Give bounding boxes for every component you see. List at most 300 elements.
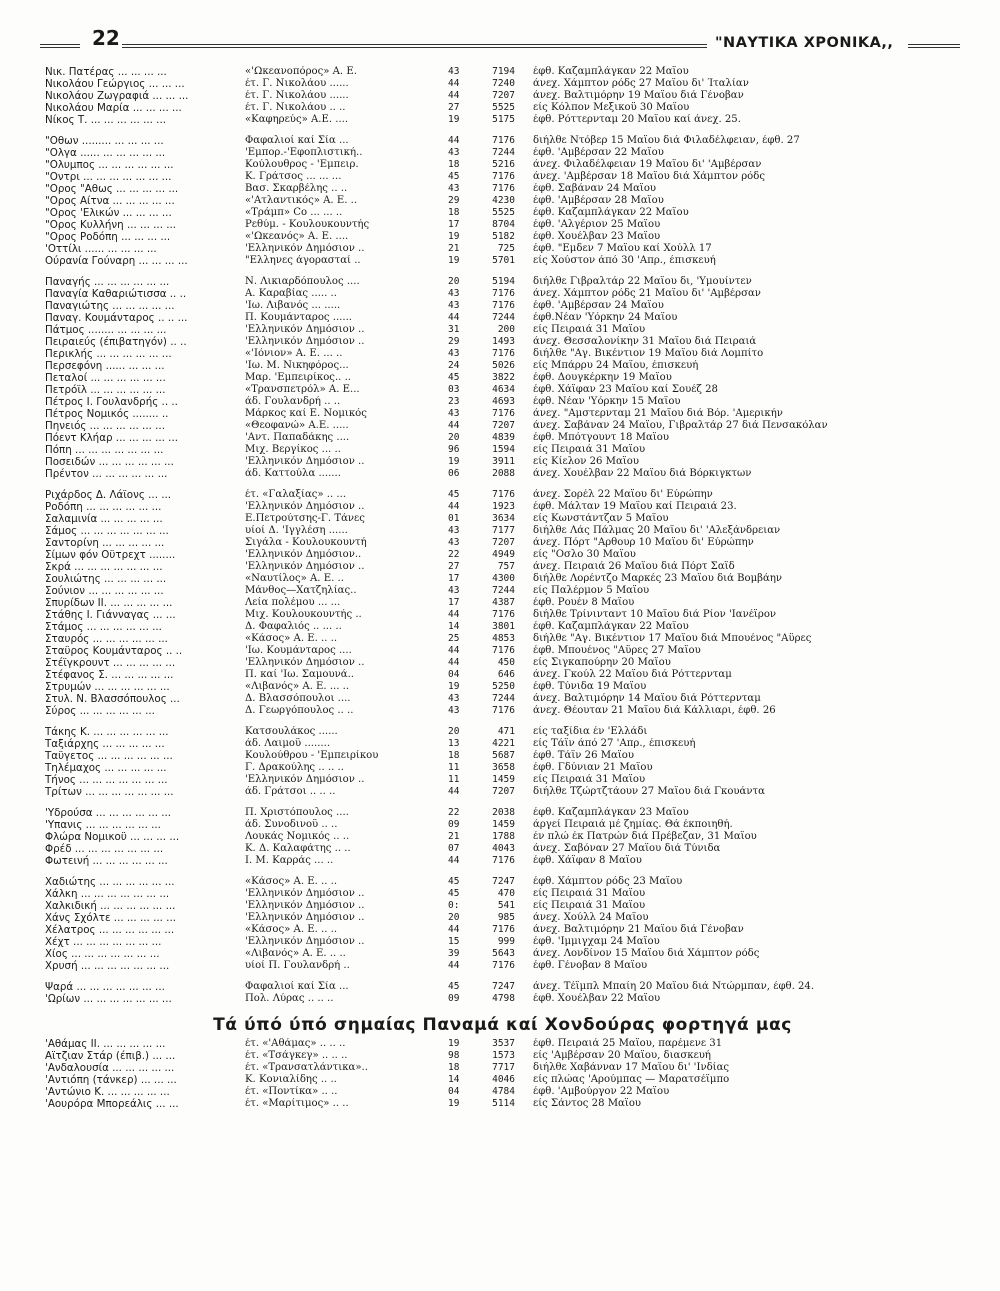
- ship-name: 'Υδρούσα ... ... ... ... ... ...: [45, 807, 172, 819]
- owner-agent: υίοί Δ. 'Ιγγλέση ......: [245, 525, 348, 536]
- build-year: 21: [448, 831, 460, 842]
- gross-tonnage: 7244: [492, 585, 515, 596]
- ship-row: [45, 276, 960, 288]
- ship-position: είς Χούστον άπό 30 'Απρ., έπισκευή: [533, 255, 716, 266]
- owner-agent: Κ. Δ. Καλαφάτης .. ..: [245, 843, 351, 854]
- ship-position: άνεχ. Χούλλ 24 Μαΐου: [533, 912, 649, 923]
- ship-position: είς Πειραιά 31 Μαΐου: [533, 888, 646, 899]
- ship-row: [45, 633, 960, 645]
- ship-row: [45, 348, 960, 360]
- owner-agent: 'Ιω. Λιβανός ... .....: [245, 300, 341, 311]
- owner-agent: έτ. Γ. Νικολάου ......: [245, 90, 349, 101]
- ship-position: έφθ. Πειραιά 25 Μαΐου, παρέμενε 31: [533, 1038, 723, 1049]
- ship-name: Πηνειός ... ... ... ... ... ...: [45, 420, 165, 432]
- build-year: 04: [448, 669, 460, 680]
- owner-agent: 'Ελληνικόν Δημόσιον ..: [245, 912, 365, 923]
- ship-name: 'Αντιόπη (τάνκερ) ... ... ...: [45, 1074, 177, 1086]
- ship-row: [45, 738, 960, 750]
- ship-name: Στάθης Ι. Γιάνναγας ... ...: [45, 609, 176, 621]
- ship-name: Στυλ. Ν. Βλασσόπουλος ...: [45, 693, 180, 705]
- build-year: 45: [448, 489, 460, 500]
- ship-row: [45, 549, 960, 561]
- ship-position: άργεί Πειραιά μέ ζημίας. Θά έκποιηθή.: [533, 819, 733, 830]
- build-year: 44: [448, 501, 460, 512]
- ship-row: [45, 597, 960, 609]
- ship-row: [45, 336, 960, 348]
- owner-agent: Φαφαλιοί καί Σία ...: [245, 981, 349, 992]
- ship-position: έφθ. Δουγκέρκην 19 Μαΐου: [533, 372, 672, 383]
- owner-agent: έτ. «Μαρίτιμος» .. ..: [245, 1098, 349, 1109]
- ship-row: [45, 726, 960, 738]
- owner-agent: Βασ. Σκαρβέλης .. ..: [245, 183, 348, 194]
- ship-row: [45, 114, 960, 126]
- owner-agent: «Ναυτίλος» Α. Ε. ..: [245, 573, 344, 584]
- gross-tonnage: 7207: [492, 786, 515, 797]
- ship-position: άνεχ. Πόρτ "Αρθουρ 10 Μαΐου δι' Εύρώπην: [533, 537, 754, 548]
- ship-row: [45, 585, 960, 597]
- ship-name: Σταϋρος Κουμάνταρος .. ..: [45, 645, 183, 657]
- build-year: 18: [448, 207, 460, 218]
- owner-agent: Δ. Βλασσόπουλοι ....: [245, 693, 351, 704]
- ship-row: [45, 981, 960, 993]
- owner-agent: Α. Καραβίας ..... ..: [245, 288, 337, 299]
- owner-agent: Μιχ. Βεργίκος ... ..: [245, 444, 341, 455]
- build-year: 44: [448, 135, 460, 146]
- owner-agent: «Λιβανός» Α. Ε. ... ..: [245, 681, 350, 692]
- owner-agent: Κούλουθρος - 'Εμπειρ.: [245, 159, 359, 170]
- ship-row: [45, 147, 960, 159]
- ship-position: έφθ. Νέαν 'Υόρκην 15 Μαΐου: [533, 396, 681, 407]
- ship-name: Ψαρά ... ... ... ... ... ... ...: [45, 981, 165, 993]
- build-year: 14: [448, 621, 460, 632]
- ship-row: [45, 774, 960, 786]
- panama-honduras-ship-group: [45, 1038, 960, 1110]
- owner-agent: «Θεοφανώ» Α.Ε. .....: [245, 420, 349, 431]
- build-year: 19: [448, 114, 460, 125]
- owner-agent: Μιχ. Κουλουκουντής ..: [245, 609, 362, 620]
- ship-name: Παναγ. Κουμάνταρος .. .. ...: [45, 312, 188, 324]
- ship-name: Ριχάρδος Δ. Λάϊονς ... ...: [45, 489, 172, 501]
- ship-row: [45, 924, 960, 936]
- owner-agent: «'Ωκεανοπόρος» Α. Ε.: [245, 66, 357, 77]
- build-year: 20: [448, 276, 460, 287]
- gross-tonnage: 3911: [492, 456, 515, 467]
- ship-name: Χαδιώτης ... ... ... ... ... ...: [45, 876, 175, 888]
- ship-position: άνεχ. Σορέλ 22 Μαΐου δι' Εύρώπην: [533, 489, 713, 500]
- ship-position: έφθ. Καζαμπλάγκαν 22 Μαΐου: [533, 207, 689, 218]
- build-year: 11: [448, 762, 460, 773]
- ship-row: [45, 1098, 960, 1110]
- ship-position: είς Σιγκαπούρην 20 Μαΐου: [533, 657, 671, 668]
- ship-row: [45, 693, 960, 705]
- ship-name: Περσεφόνη ...... ... ... ...: [45, 360, 165, 372]
- ship-position: είς ταξίδια έν 'Ελλάδι: [533, 726, 648, 737]
- build-year: 15: [448, 936, 460, 947]
- owner-agent: 'Ελληνικόν Δημόσιον ..: [245, 774, 365, 785]
- owner-agent: 'Ιω. Κουμάνταρος ....: [245, 645, 352, 656]
- ship-position: έφθ. Μπουένος "Αϋρες 27 Μαΐου: [533, 645, 701, 656]
- ship-row: [45, 444, 960, 456]
- ship-position: είς Κόλπον Μεξικοϋ 30 Μαΐου: [533, 102, 690, 113]
- ship-position: έφθ. Χάϊφαν 8 Μαΐου: [533, 855, 642, 866]
- ship-position: έφθ.Νέαν 'Υόρκην 24 Μαΐου: [533, 312, 678, 323]
- ship-name: Πέτρος Νομικός ........ ..: [45, 408, 169, 420]
- ship-row: [45, 513, 960, 525]
- ship-row: [45, 78, 960, 90]
- ship-row: [45, 420, 960, 432]
- owner-agent: Κουλούθρου - 'Εμπειρίκου: [245, 750, 379, 761]
- build-year: 25: [448, 633, 460, 644]
- ship-name: Σούνιον ... ... ... ... ... ...: [45, 585, 164, 597]
- gross-tonnage: 7244: [492, 147, 515, 158]
- build-year: 19: [448, 231, 460, 242]
- ship-row: [45, 231, 960, 243]
- ship-position: έφθ. Χάϊφαν 23 Μαΐου καί Σουέζ 28: [533, 384, 718, 395]
- owner-agent: άδ. Λαιμοϋ ........: [245, 738, 331, 749]
- owner-agent: Φαφαλιοί καί Σία ...: [245, 135, 349, 146]
- ship-row: [45, 288, 960, 300]
- ship-row: [45, 831, 960, 843]
- ship-position: άνεχ. Χάμπτον ρόδς 27 Μαΐου δι' Ίταλίαν: [533, 78, 749, 89]
- ship-position: άνεχ. 'Αμβέρσαν 18 Μαΐου διά Χάμπτον ρόδς: [533, 171, 765, 182]
- gross-tonnage: 7176: [492, 705, 515, 716]
- ship-position: άνεχ. Χουέλβαν 22 Μαΐου διά Βόρκιγκτων: [533, 468, 752, 479]
- owner-agent: 'Ελληνικόν Δημόσιον ..: [245, 324, 365, 335]
- ship-name: "Ορος Ροδόπη ... ... ... ...: [45, 231, 171, 243]
- ship-position: έφθ. 'Ιμμιγχαμ 24 Μαΐου: [533, 936, 660, 947]
- gross-tonnage: 2088: [492, 468, 515, 479]
- owner-agent: Π. Κουμάνταρος ......: [245, 312, 353, 323]
- gross-tonnage: 7176: [492, 960, 515, 971]
- gross-tonnage: 7207: [492, 90, 515, 101]
- owner-agent: 'Αντ. Παπαδάκης ....: [245, 432, 350, 443]
- ship-position-list: [45, 66, 960, 1119]
- build-year: 18: [448, 159, 460, 170]
- ship-position: διήλθε Τζώρτζτάουν 27 Μαΐου διά Γκουάντα: [533, 786, 765, 797]
- gross-tonnage: 4784: [492, 1086, 515, 1097]
- gross-tonnage: 725: [497, 243, 515, 254]
- build-year: 18: [448, 1062, 460, 1073]
- ship-name: Ούρανία Γούναρη ... ... ... ...: [45, 255, 188, 267]
- build-year: 09: [448, 819, 460, 830]
- owner-agent: 'Ελληνικόν Δημόσιον ..: [245, 243, 365, 254]
- ship-group: [45, 66, 960, 126]
- build-year: 44: [448, 960, 460, 971]
- owner-agent: Σιγάλα - Κουλουκουντή: [245, 537, 367, 548]
- owner-agent: «Καφηρεύς» Α.Ε. ....: [245, 114, 349, 125]
- build-year: 44: [448, 855, 460, 866]
- ship-name: 'Οττίλι ...... ... ... ... ...: [45, 243, 157, 255]
- gross-tonnage: 7176: [492, 855, 515, 866]
- ship-position: άνεχ. Θέουταν 21 Μαΐου διά Κάλλιαρι, έφθ. 26: [533, 705, 776, 716]
- ship-position: άνεχ. Λονδίνον 15 Μαΐου διά Χάμπτον ρόδς: [533, 948, 760, 959]
- ship-row: [45, 135, 960, 147]
- ship-name: Ποσειδών ... ... ... ... ... ...: [45, 456, 174, 468]
- build-year: 13: [448, 738, 460, 749]
- ship-name: Πόπη ... ... ... ... ... ... ...: [45, 444, 164, 456]
- ship-name: Τρίτων ... ... ... ... ... ... ...: [45, 786, 174, 798]
- owner-agent: έτ. «Τσάγκεγ» .. .. ..: [245, 1050, 348, 1061]
- ship-position: είς Πειραιά 31 Μαΐου: [533, 324, 646, 335]
- ship-row: [45, 573, 960, 585]
- owner-agent: 'Ιω. Μ. Νικηφόρος...: [245, 360, 349, 371]
- gross-tonnage: 7244: [492, 693, 515, 704]
- owner-agent: 'Ελληνικόν Δημόσιον ..: [245, 936, 365, 947]
- gross-tonnage: 4221: [492, 738, 515, 749]
- owner-agent: «Κάσος» Α. Ε. .. ..: [245, 633, 338, 644]
- ship-name: Στέφανος Σ. ... ... ... ... ...: [45, 669, 174, 681]
- build-year: 21: [448, 243, 460, 254]
- gross-tonnage: 3801: [492, 621, 515, 632]
- build-year: 17: [448, 219, 460, 230]
- ship-position: έφθ. Χουέλβαν 22 Μαΐου: [533, 993, 661, 1004]
- panama-honduras-section-title: Τά ύπό ύπό σημαίας Παναμά καί Χονδούρας φορτηγά μας: [213, 1015, 792, 1035]
- gross-tonnage: 646: [497, 669, 515, 680]
- ship-row: [45, 243, 960, 255]
- owner-agent: Ρεθύμ. - Κουλουκουντής: [245, 219, 370, 230]
- owner-agent: Ν. Λικιαρδόπουλος ....: [245, 276, 360, 287]
- build-year: 14: [448, 1074, 460, 1085]
- ship-row: [45, 195, 960, 207]
- gross-tonnage: 1459: [492, 774, 515, 785]
- ship-position: έφθ. Γδύνιαν 21 Μαΐου: [533, 762, 653, 773]
- ship-name: "Ορος "Αθως ... ... ... ... ...: [45, 183, 179, 195]
- owner-agent: Λουκάς Νομικός .. ..: [245, 831, 350, 842]
- ship-name: Χρυσή ... ... ... ... ... ... ...: [45, 960, 170, 972]
- gross-tonnage: 7176: [492, 408, 515, 419]
- owner-agent: Δ. Φαφαλιός .. ... ..: [245, 621, 342, 632]
- owner-agent: «Τράμπ» Co ... ... ..: [245, 207, 343, 218]
- ship-row: [45, 960, 960, 972]
- ship-position: άνεχ. Φιλαδέλφειαν 19 Μαΐου δι' 'Αμβέρσαν: [533, 159, 762, 170]
- owner-agent: άδ. Συνοδινοϋ .. ..: [245, 819, 338, 830]
- ship-position: έφθ. 'Αμβέρσαν 24 Μαΐου: [533, 300, 664, 311]
- build-year: 44: [448, 657, 460, 668]
- build-year: 45: [448, 981, 460, 992]
- owner-agent: «'Ωκεανός» Α. Ε. ....: [245, 231, 349, 242]
- gross-tonnage: 5643: [492, 948, 515, 959]
- ship-position: έφθ. 'Αλγέριον 25 Μαΐου: [533, 219, 661, 230]
- ship-group: [45, 135, 960, 267]
- build-year: 0:: [448, 900, 460, 911]
- build-year: 43: [448, 525, 460, 536]
- owner-agent: 'Ελληνικόν Δημόσιον ..: [245, 336, 365, 347]
- ship-name: Τήνος ... ... ... ... ... ... ...: [45, 774, 168, 786]
- ship-position: είς "Οσλο 30 Μαΐου: [533, 549, 636, 560]
- ship-name: "Οντρι ... ... ... ... ... ... ...: [45, 171, 172, 183]
- ship-row: [45, 525, 960, 537]
- gross-tonnage: 2038: [492, 807, 515, 818]
- gross-tonnage: 7207: [492, 537, 515, 548]
- build-year: 44: [448, 786, 460, 797]
- ship-position: άνεχ. Γκούλ 22 Μαΐου διά Ρόττερνταμ: [533, 669, 732, 680]
- gross-tonnage: 5194: [492, 276, 515, 287]
- build-year: 17: [448, 597, 460, 608]
- build-year: 43: [448, 693, 460, 704]
- ship-name: Αϊτζιαν Στάρ (έπιβ.) ... ...: [45, 1050, 176, 1062]
- gross-tonnage: 471: [497, 726, 515, 737]
- build-year: 01: [448, 513, 460, 524]
- owner-agent: 'Ελληνικόν Δημόσιον..: [245, 549, 362, 560]
- build-year: 44: [448, 924, 460, 935]
- ship-group: [45, 807, 960, 867]
- gross-tonnage: 4693: [492, 396, 515, 407]
- ship-row: [45, 900, 960, 912]
- gross-tonnage: 7207: [492, 420, 515, 431]
- gross-tonnage: 7176: [492, 135, 515, 146]
- page-number: 22: [92, 26, 120, 50]
- ship-name: Παναγής ... ... ... ... ... ...: [45, 276, 170, 288]
- ship-position: έφθ. Τάϊν 26 Μαΐου: [533, 750, 635, 761]
- ship-name: 'Αντώνιο Κ. ... ... ... ... ...: [45, 1086, 170, 1098]
- ship-name: Νικολάου Ζωγραφιά ... ... ...: [45, 90, 189, 102]
- build-year: 20: [448, 912, 460, 923]
- ship-name: Σαντορίνη ... ... ... ... ...: [45, 537, 165, 549]
- ship-row: [45, 1050, 960, 1062]
- gross-tonnage: 7176: [492, 609, 515, 620]
- ship-row: [45, 1074, 960, 1086]
- ship-name: "Ορος 'Ελικών ... ... ... ...: [45, 207, 172, 219]
- gross-tonnage: 5216: [492, 159, 515, 170]
- ship-name: Φρέδ ... ... ... ... ... ... ...: [45, 843, 164, 855]
- build-year: 27: [448, 102, 460, 113]
- magazine-title: "ΝΑΥΤΙΚΑ ΧΡΟΝΙΚΑ,,: [715, 35, 894, 51]
- owner-agent: «Κάσος» Α. Ε. .. ..: [245, 876, 338, 887]
- ship-row: [45, 255, 960, 267]
- gross-tonnage: 4046: [492, 1074, 515, 1085]
- ship-position: έφθ. Ρόττερνταμ 20 Μαΐου καί άνεχ. 25.: [533, 114, 741, 125]
- build-year: 03: [448, 384, 460, 395]
- ship-name: Παναγιώτης ... ... ... ... ...: [45, 300, 175, 312]
- build-year: 19: [448, 255, 460, 266]
- ship-row: [45, 936, 960, 948]
- gross-tonnage: 7176: [492, 171, 515, 182]
- ship-name: "Ολυμπος ... ... ... ... ... ...: [45, 159, 174, 171]
- ship-name: Ροδόπη ... ... ... ... ... ...: [45, 501, 162, 513]
- ship-name: Σίμων φόν Οϋτρεχτ ........: [45, 549, 176, 561]
- build-year: 24: [448, 360, 460, 371]
- gross-tonnage: 7194: [492, 66, 515, 77]
- owner-agent: 'Ελληνικόν Δημόσιον ..: [245, 888, 365, 899]
- ship-position: είς Τάϊν άπό 27 'Απρ., έπισκευή: [533, 738, 696, 749]
- build-year: 43: [448, 66, 460, 77]
- ship-position: έφθ. Τύνιδα 19 Μαΐου: [533, 681, 647, 692]
- ship-position: είς πλώας 'Αρούμπας — Μαρατσέϊμπο: [533, 1074, 730, 1085]
- build-year: 43: [448, 288, 460, 299]
- ship-position: είς Πειραιά 31 Μαΐου: [533, 774, 646, 785]
- ship-position: άνεχ. Πειραιά 26 Μαΐου διά Πόρτ Σαΐδ: [533, 561, 735, 572]
- ship-position: διήλθε Ντόβερ 15 Μαΐου διά Φιλαδέλφειαν, έφθ. 27: [533, 135, 800, 146]
- ship-row: [45, 1086, 960, 1098]
- gross-tonnage: 4300: [492, 573, 515, 584]
- build-year: 19: [448, 681, 460, 692]
- build-year: 44: [448, 312, 460, 323]
- ship-position: είς Κίελον 26 Μαΐου: [533, 456, 639, 467]
- build-year: 44: [448, 645, 460, 656]
- gross-tonnage: 5026: [492, 360, 515, 371]
- owner-agent: Πολ. Λύρας .. .. ..: [245, 993, 334, 1004]
- owner-agent: Μαρ. 'Εμπειρίκος.. ..: [245, 372, 351, 383]
- build-year: 45: [448, 876, 460, 887]
- owner-agent: Μάρκος καί Ε. Νομικός: [245, 408, 367, 419]
- ship-name: Τάκης Κ. ... ... ... ... ... ...: [45, 726, 169, 738]
- ship-row: [45, 90, 960, 102]
- build-year: 06: [448, 468, 460, 479]
- owner-agent: Μάνθος—Χατζηλίας..: [245, 585, 357, 596]
- build-year: 96: [448, 444, 460, 455]
- ship-name: Πεταλοί ... ... ... ... ... ...: [45, 372, 166, 384]
- ship-row: [45, 183, 960, 195]
- build-year: 43: [448, 537, 460, 548]
- gross-tonnage: 1594: [492, 444, 515, 455]
- ship-row: [45, 750, 960, 762]
- ship-row: [45, 324, 960, 336]
- ship-row: [45, 948, 960, 960]
- ship-position: διήλθε "Αγ. Βικέντιον 19 Μαΐου διά Λομπίτο: [533, 348, 764, 359]
- gross-tonnage: 5525: [492, 207, 515, 218]
- build-year: 22: [448, 807, 460, 818]
- gross-tonnage: 5687: [492, 750, 515, 761]
- ship-row: [45, 501, 960, 513]
- ship-position: είς Σάντος 28 Μαΐου: [533, 1098, 642, 1109]
- gross-tonnage: 7176: [492, 924, 515, 935]
- ship-name: "Ορος Αίτνα ... ... ... ... ...: [45, 195, 175, 207]
- ship-row: [45, 489, 960, 501]
- gross-tonnage: 1493: [492, 336, 515, 347]
- ship-row: [45, 786, 960, 798]
- header-rule-left: [40, 44, 80, 48]
- gross-tonnage: 3537: [492, 1038, 515, 1049]
- build-year: 44: [448, 78, 460, 89]
- ship-name: 'Αουρόρα Μπορεάλις ... ...: [45, 1098, 179, 1110]
- gross-tonnage: 470: [497, 888, 515, 899]
- ship-position: έφθ. Μάλταν 19 Μαΐου καί Πειραιά 23.: [533, 501, 737, 512]
- ship-name: Φλώρα Νομικοϋ ... ... ... ...: [45, 831, 180, 843]
- ship-position: έφθ. Καζαμπλάγκαν 23 Μαΐου: [533, 807, 689, 818]
- ship-row: [45, 855, 960, 867]
- gross-tonnage: 1788: [492, 831, 515, 842]
- ship-row: [45, 219, 960, 231]
- ship-position: έφθ. Χάμπτον ρόδς 23 Μαΐου: [533, 876, 683, 887]
- build-year: 09: [448, 993, 460, 1004]
- owner-agent: Δ. Γεωργόπουλος .. ..: [245, 705, 354, 716]
- ship-position: έφθ. Μπότγουντ 18 Μαΐου: [533, 432, 669, 443]
- gross-tonnage: 757: [497, 561, 515, 572]
- ship-position: είς 'Αμβέρσαν 20 Μαΐου, διασκευή: [533, 1050, 711, 1061]
- gross-tonnage: 3658: [492, 762, 515, 773]
- owner-agent: άδ. Καττούλα .......: [245, 468, 341, 479]
- gross-tonnage: 450: [497, 657, 515, 668]
- ship-position: άνεχ. Θεσσαλονίκην 31 Μαΐου διά Πειραιά: [533, 336, 757, 347]
- ship-position: διήλθε "Αγ. Βικέντιον 17 Μαΐου διά Μπουένος "Αϋρες: [533, 633, 812, 644]
- gross-tonnage: 999: [497, 936, 515, 947]
- ship-name: 'Ωρίων ... ... ... ... ... ... ...: [45, 993, 172, 1005]
- owner-agent: "Ελληνες άγορασταί ..: [245, 255, 361, 266]
- ship-position: έφθ. Ρουέν 8 Μαΐου: [533, 597, 635, 608]
- ship-name: Πάτμος ........ ... ... ... ...: [45, 324, 167, 336]
- build-year: 45: [448, 372, 460, 383]
- gross-tonnage: 7176: [492, 183, 515, 194]
- build-year: 18: [448, 750, 460, 761]
- gross-tonnage: 200: [497, 324, 515, 335]
- ship-position: έφθ. "Εμδεν 7 Μαΐου καί Χούλλ 17: [533, 243, 712, 254]
- owner-agent: «'Ατλαντικός» Α. Ε. ..: [245, 195, 358, 206]
- build-year: 43: [448, 585, 460, 596]
- ship-name: Φωτεινή ... ... ... ... ... ...: [45, 855, 168, 867]
- build-year: 29: [448, 336, 460, 347]
- build-year: 17: [448, 573, 460, 584]
- ship-group: [45, 876, 960, 972]
